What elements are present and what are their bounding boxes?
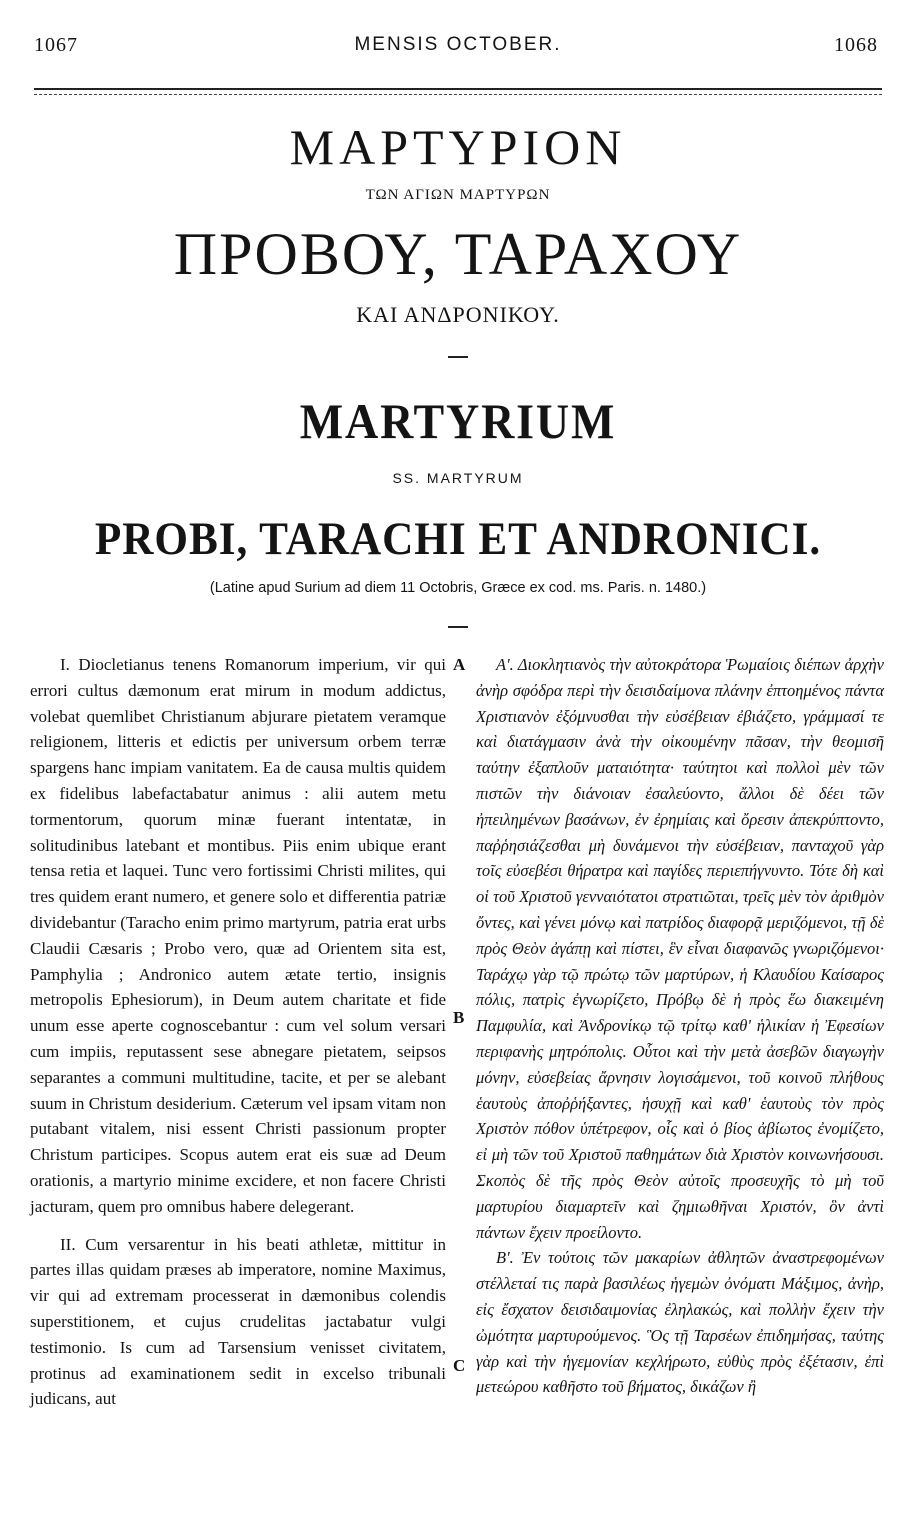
header-rule-dashed bbox=[34, 94, 882, 95]
greek-title-subtitle: ΤΩΝ ΑΓΙΩΝ ΜΑΡΤΥΡΩΝ bbox=[365, 187, 551, 203]
margin-letter-b: B bbox=[453, 1008, 465, 1027]
page-number-left: 1067 bbox=[34, 34, 78, 56]
margin-letter-a: A bbox=[453, 655, 466, 674]
page-number-right: 1068 bbox=[834, 34, 878, 56]
latin-paragraph-2: II. Cum versarentur in his beati athletæ, mittitur in partes illas quidam præses ab imperatore, nomine Maximus, vir qui ad extremam processerat in dæmonibus colendis superstitionem, et cujus crudelitas jactabatur vulgi testimonio. Is cum ad Tarsensium venisset civitatem, protinus ad examinationem sedit in excelso tribunali judicans, aut bbox=[30, 1234, 446, 1409]
latin-title-subtitle: SS. MARTYRUM bbox=[392, 470, 524, 486]
latin-paragraph-1: I. Diocletianus tenens Romanorum imperium, vir qui errori cultus dæmonum erat mirum in modum addictus, volebat quemlibet Christianum abjurare pietatem veramque religionem, litteris et edictis per universum orbem terræ spargens hanc impiam vanitatem. Ea de causa multis quidem ex fidelibus labefactabatur animus : alii autem metu tormentorum, quorum minæ fuerant intentatæ, in solitudinibus latebant et montibus. Piis enim ubique erant tensa retia et laquei. Tunc vero fortissimi Christi milites, qui tres quidem erant numero, et genere solo et differentia patriæ dividebantur (Taracho enim primo martyrum, patria erat urbs Claudii Cæsaris ; Probo vero, quæ ad Orientem sita est, Pamphylia ; Andronico autem ætate tertio, insignis metropolis Ephesiorum), in Deum autem charitate et fide unum esse aperte cognoscebantur : cum vel solum versari cum impiis, reputassent sese abnegare pietatem, seipsos separantes a communi multitudine, tacite, et per se alebant suum in Christum desiderium. Cæterum vel ipsam vitam non putabant vitalem, nisi essent Christi passionum propter Christum participes. Scopus autem erat eis suæ ad Deum orationis, a martyrio minime excidere, et non facere Christi jacturam, quem pro omnibus habere delegerant. bbox=[30, 655, 446, 1216]
latin-title-names: PROBI, TARACHI ET ANDRONICI. bbox=[94, 513, 822, 565]
latin-title-martyrium: MARTYRIUM bbox=[299, 393, 617, 449]
page-header bbox=[0, 28, 916, 58]
latin-column bbox=[30, 652, 446, 1412]
body-divider bbox=[448, 626, 468, 628]
source-note: (Latine apud Surium ad diem 11 Octobris, Græce ex cod. ms. Paris. n. 1480.) bbox=[209, 580, 707, 596]
greek-paragraph-1: Α'. Διοκλητιανὸς τὴν αὐτοκράτορα Ῥωμαίοις διέπων ἀρχὴν ἀνὴρ σφόδρα περὶ τὴν δεισιδαίμονα πλάνην ἐπτοημένος πάντα Χριστιανὸν ἐξόμνυσθαι τὴν εὐσέβειαν ἐβιάζετο, γράμμασί τε καὶ διατάγμασιν ἀνὰ τὴν οἰκουμένην πᾶσαν, τὴν θεομισῆ ταύτην ἐξαπλοῦν ματαιότητα· ταύτητοι καὶ πολλοὶ μὲν τῶν πιστῶν τὴν διάνοιαν ἐσαλεύοντο, ἄλλοι δὲ δέει τῶν ἠπειλημένων βασάνων, ἐν ἐρημίαις καὶ ὄρεσιν ἀπεκρύπτοντο, παῤῥησιάζεσθαι μὴ δυνάμενοι τὴν εὐσέβειαν, πανταχοῦ γὰρ τοῖς εὐσεβέσι θήρατρα καὶ παγίδες περιεπήγνυντο. Τότε δὴ καὶ οἱ τοῦ Χριστοῦ γενναιότατοι στρατιῶται, τρεῖς μὲν τὸν ἀριθμὸν ὄντες, καὶ γένει μόνῳ καὶ πατρίδος διαφορᾷ μεριζόμενοι, τῇ δὲ πρὸς Θεὸν ἀγάπῃ καὶ πίστει, ἓν εἶναι διαφανῶς γνωριζόμενοι· Ταράχῳ γὰρ τῷ πρώτῳ τῶν μαρτύρων, ἡ Κλαυδίου Καίσαρος πόλις, πατρὶς ἐγνωρίζετο, Πρόβῳ δὲ ἡ πρὸς ἕω διακειμένη Παμφυλία, καὶ Ἀνδρονίκῳ τῷ τρίτῳ καθ' ἡλικίαν ἡ Ἐφεσίων περιφανὴς μητρόπολις. Οὗτοι καὶ τὴν μετὰ ἀσεβῶν διαγωγὴν μόνην, εὐσεβείας ἄρνησιν λογισάμενοι, τοῦ κοινοῦ πλήθους ἑαυτοὺς ἀποῤῥήξαντες, ἡσυχῇ καὶ καθ' ἑαυτοὺς τὸν πρὸς Χριστὸν πόθον ὑπέτρεφον, οἷς καὶ ὁ βίος ἀβίωτος ἐνομίζετο, εἰ μὴ τῶν τοῦ Χριστοῦ παθημάτων διὰ Χριστὸν κοινωνήσουσι. Σκοπὸς δὲ τῆς πρὸς Θεὸν αὐτοῖς προσευχῆς τὸ μὴ τοῦ μαρτυρίου διαμαρτεῖν καὶ ζημιωθῆναι Χριστόν, ὃν ἀντὶ πάντων ἔχειν προείλοντο. bbox=[476, 655, 884, 1242]
greek-column bbox=[476, 652, 884, 1400]
greek-title-andronikos: ΚΑΙ ΑΝΔΡΟΝΙΚΟΥ. bbox=[356, 302, 560, 327]
greek-paragraph-2: Β'. Ἐν τούτοις τῶν μακαρίων ἀθλητῶν ἀναστρεφομένων στέλλεταί τις παρὰ βασιλέως ἡγεμὼν ὀνόματι Μάξιμος, ἀνὴρ, εἰς ἔσχατον δεισιδαιμονίας ἐληλακώς, καὶ πολλὴν ἔχειν τὴν ὠμότητα μαρτυρούμενος. Ὃς τῇ Ταρσέων ἐπιδημήσας, ταύτης γὰρ καὶ τὴν ἡγεμονίαν κεχλήρωτο, εὐθὺς πρὸς ἐξέτασιν, ἐπὶ μετεώρου καθῆστο τοῦ βήματος, δικάζων ἢ bbox=[476, 1248, 884, 1397]
title-divider bbox=[448, 356, 468, 358]
greek-title-martyrion: ΜΑΡΤΥΡΙΟΝ bbox=[289, 119, 627, 175]
header-rule bbox=[34, 88, 882, 90]
running-head: MENSIS OCTOBER. bbox=[354, 34, 562, 55]
margin-letter-c: C bbox=[453, 1356, 466, 1375]
greek-title-names: ΠΡΟΒΟΥ, ΤΑΡΑΧΟΥ bbox=[173, 221, 743, 287]
